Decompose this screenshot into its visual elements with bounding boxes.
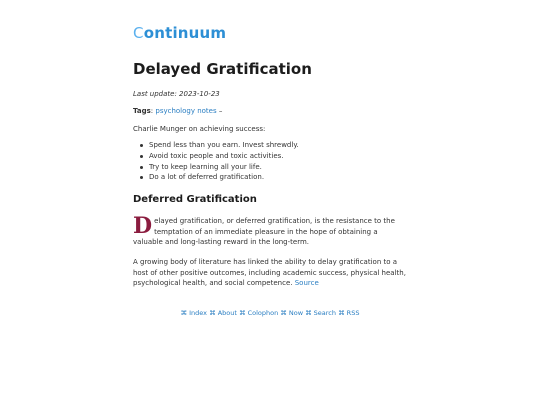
footer-nav [0,308,540,318]
list-item-text: Try to keep learning all your life. [149,162,262,171]
paragraph-definition-text: elayed gratification, or deferred gratification, is the resistance to the temptation of an immediate pleasure in the hope of obtaining a valuable and long-lasting reward in the long-term. [133,217,395,246]
paragraph-definition [133,213,408,248]
footer-link-about[interactable]: About [217,309,237,317]
list-item [149,172,299,183]
tag-link-psychology-notes[interactable]: psychology notes [155,107,217,115]
source-link[interactable]: Source [294,279,319,287]
list-item [149,151,299,162]
bullet-icon [140,144,143,147]
command-icon: ⌘ [180,309,188,317]
munger-list [133,140,299,183]
paragraph-research [133,257,408,289]
list-item-text: Avoid toxic people and toxic activities. [149,151,284,160]
list-item-text: Spend less than you earn. Invest shrewdly. [149,141,299,149]
paragraph-research-text: A growing body of literature has linked the ability to delay gratification to a host of other positive outcomes, including academic success, physical health, psychological health, and social competence. [133,258,406,287]
list-item [149,162,299,173]
section-heading: Deferred Gratification [133,194,257,205]
tag-separator: – [216,107,223,115]
footer-link-index[interactable]: Index [189,309,208,317]
last-update: Last update: 2023-10-23 [133,90,220,98]
logo-text: ontinuum [143,24,227,42]
footer-link-colophon[interactable]: Colophon [247,309,279,317]
tags-line: Tags: psychology notes – [133,107,223,115]
tags-label: Tags [133,107,151,115]
list-item [149,140,299,151]
command-icon: ⌘ [338,309,345,317]
logo-initial: C [133,24,144,42]
footer-link-rss[interactable]: RSS [346,309,360,317]
site-logo[interactable] [133,24,226,42]
command-icon: ⌘ [238,309,246,317]
bullet-icon [140,166,143,169]
intro-text: Charlie Munger on achieving success: [133,125,266,133]
command-icon: ⌘ [280,309,287,317]
bullet-icon [140,176,143,179]
command-icon: ⌘ [209,309,216,317]
command-icon: ⌘ [305,309,312,317]
footer-link-search[interactable]: Search [313,309,337,317]
bullet-icon [140,155,143,158]
footer-link-now[interactable]: Now [288,309,304,317]
drop-cap: D [133,213,153,239]
list-item-text: Do a lot of deferred gratification. [149,173,265,182]
page-title: Delayed Gratification [133,60,312,78]
